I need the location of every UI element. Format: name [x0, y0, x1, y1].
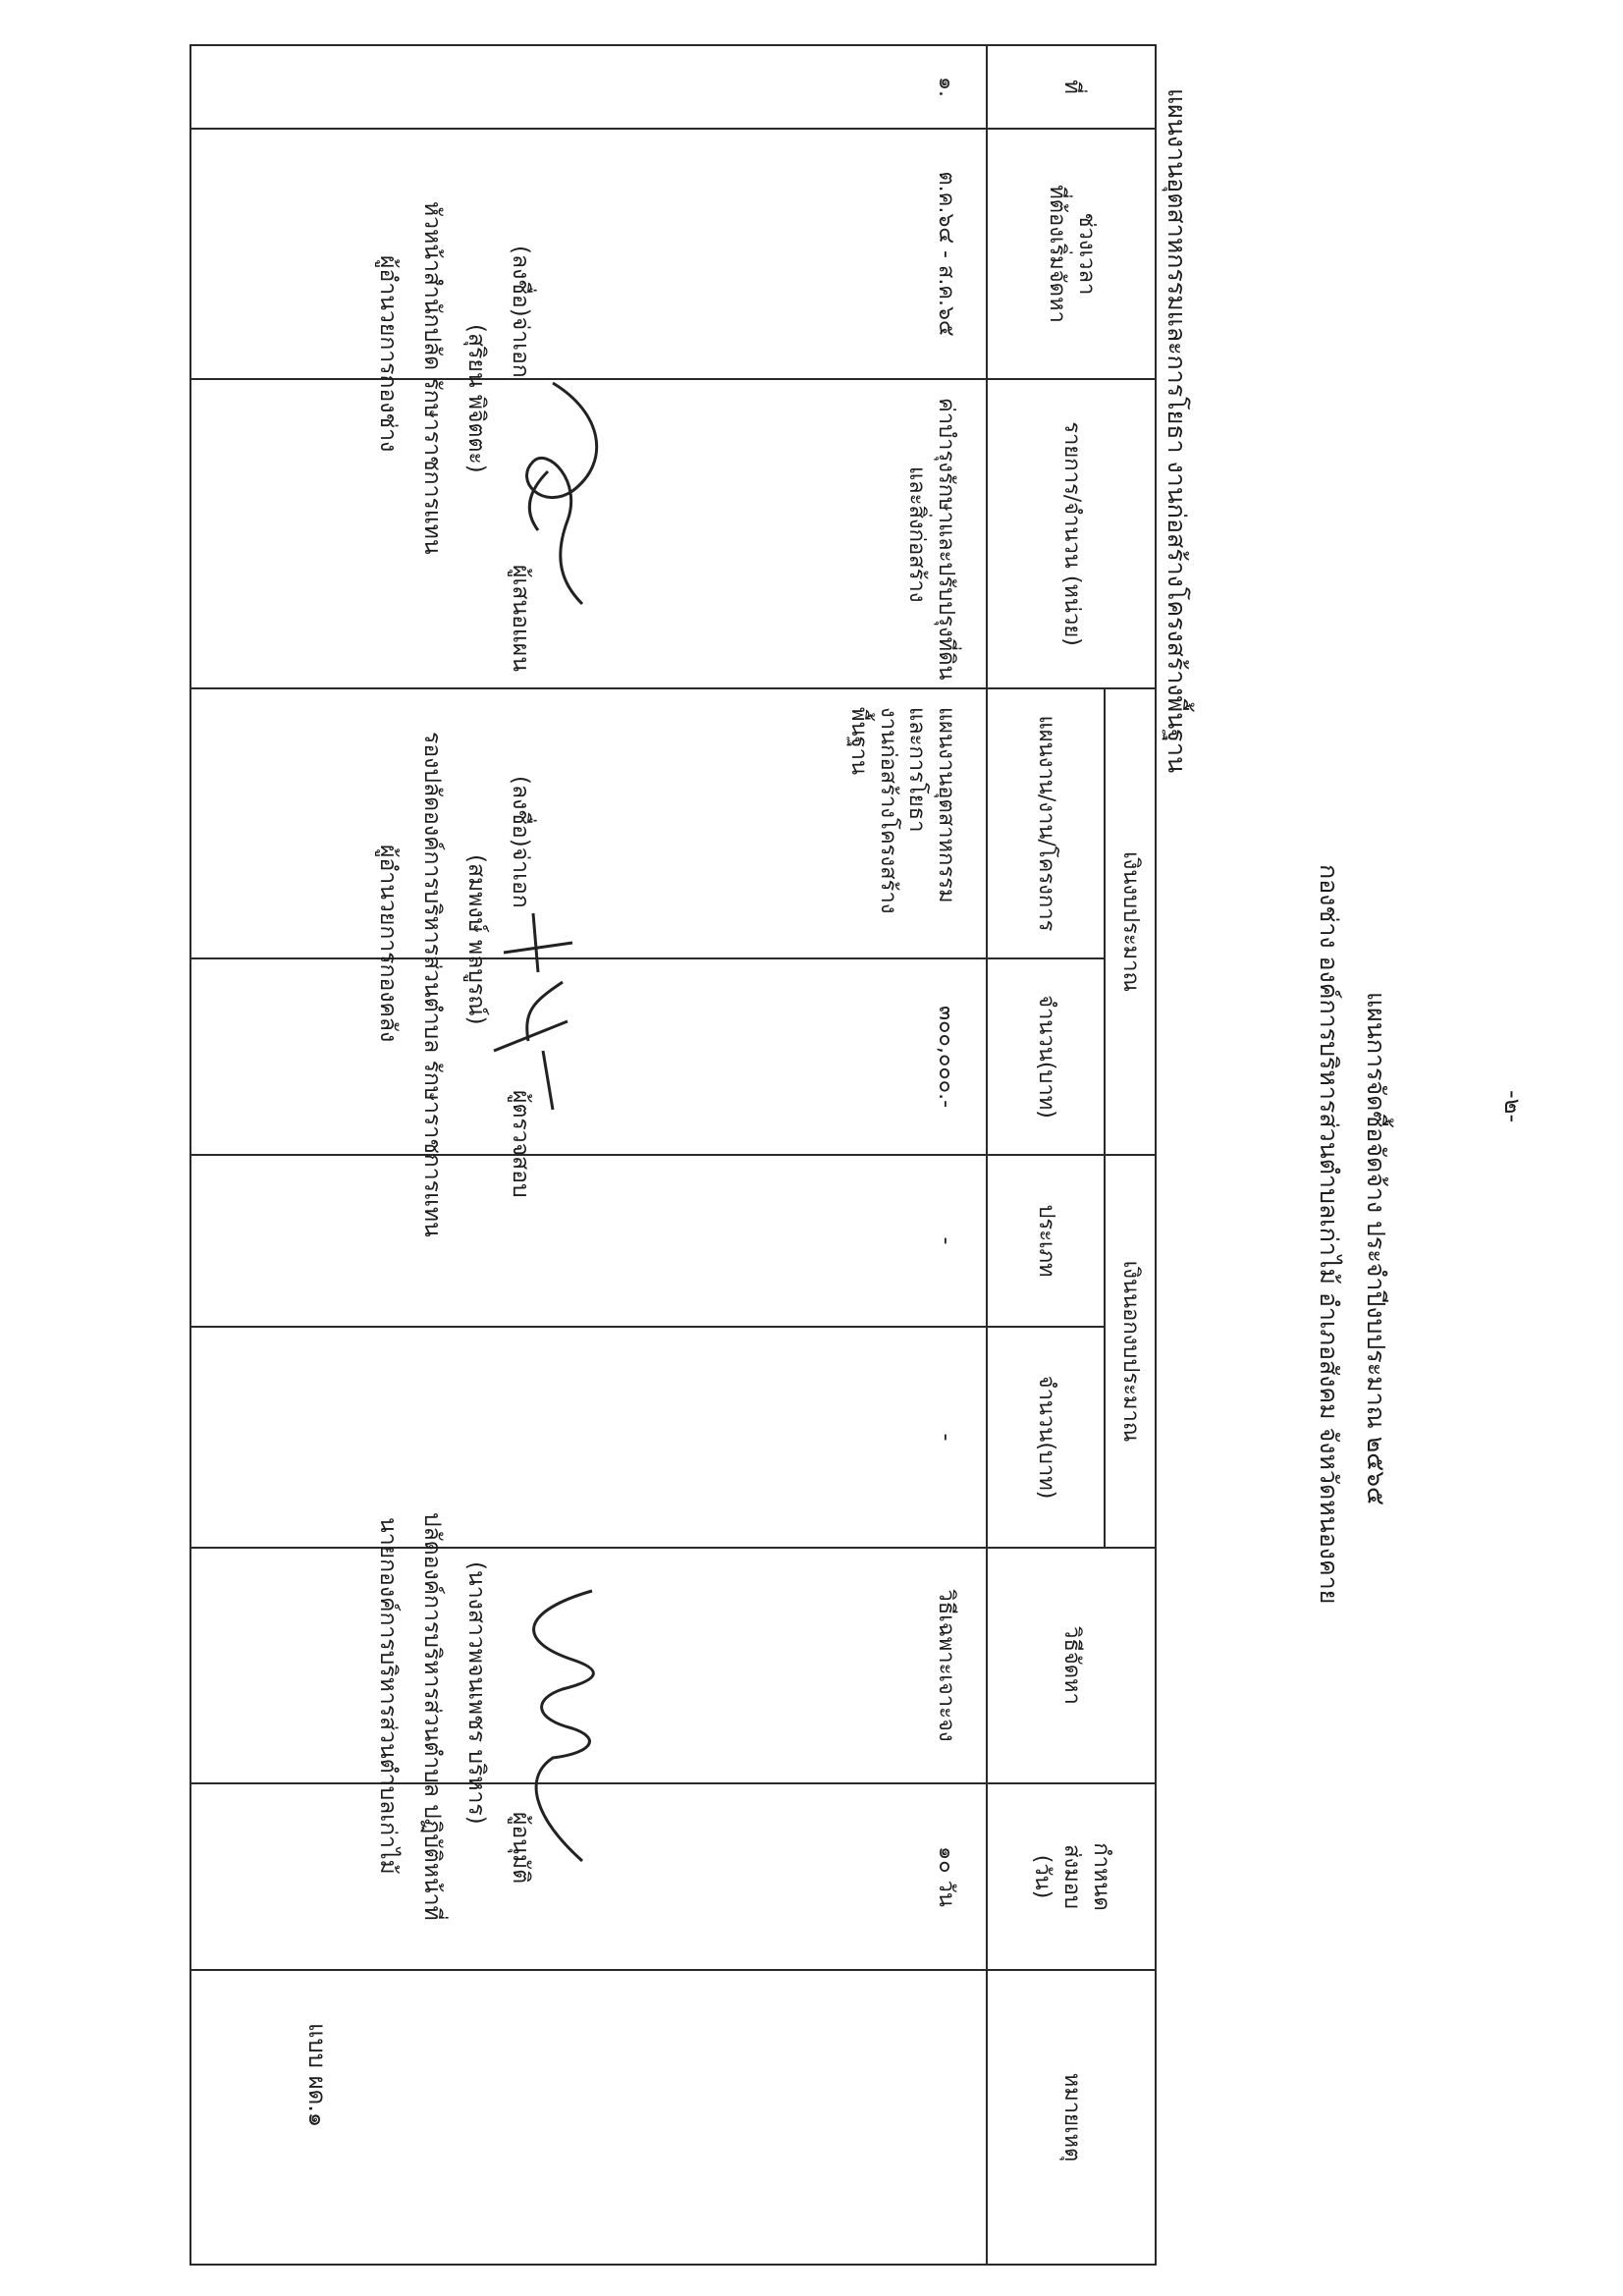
cell-period: ต.ค.๖๔ - ส.ค.๖๕ — [190, 129, 987, 379]
header-line-3: แผนงานอุตสาหกรรมและการโยธา งานก่อสร้างโครงสร้างพื้นฐาน — [1163, 88, 1191, 774]
col-header-amount: จำนวน(บาท) — [987, 958, 1105, 1155]
col-header-items: รายการ/จำนวน (หน่วย) — [987, 379, 1156, 688]
cell-no: ๑. — [190, 45, 987, 129]
col-header-remark: หมายเหตุ — [987, 1970, 1156, 2265]
cell-type: - — [190, 1155, 987, 1327]
proposer-title-1: หัวหน้าสำนักปลัด รักษาราชการแทน — [419, 201, 445, 555]
col-header-no: ที่ — [987, 45, 1156, 129]
proposer-signature-mark — [494, 373, 622, 609]
col-header-budget-group: เงินงบประมาณ — [1105, 688, 1156, 1155]
cell-plan-line4: พื้นฐาน — [845, 707, 871, 776]
col-header-plan: แผนงาน/งาน/โครงการ — [987, 688, 1105, 958]
col-header-delivery — [987, 1783, 1156, 1970]
cell-amount: ๓๐๐,๐๐๐.- — [190, 958, 987, 1155]
reviewer-name: (สมพงษ์ พลบูรณ์) — [463, 854, 489, 1025]
col-header-type: ประเภท — [987, 1155, 1105, 1327]
reviewer-signed-label: (ลงชื่อ)จ่าเอก — [508, 776, 533, 908]
cell-plan-line1: แผนงานอุตสาหกรรม — [934, 707, 958, 903]
cell-amount2: - — [190, 1327, 987, 1548]
cell-plan-line3: งานก่อสร้างโครงสร้าง — [875, 707, 900, 914]
procurement-plan-table — [189, 44, 1157, 2266]
page-number: -๒- — [1499, 1090, 1527, 1123]
approver-name: (นางสาวพจนเพชร บริหาร) — [463, 1561, 489, 1825]
form-code: แบบ ผด.๑ — [303, 2023, 331, 2128]
proposer-name: (สุริยน พิจิตตะ) — [463, 324, 489, 473]
approver-role: ผู้อนุมัติ — [508, 1812, 533, 1885]
col-header-delivery-line3: (วัน) — [1030, 1854, 1055, 1899]
proposer-role: ผู้เสนอแผน — [508, 565, 533, 672]
col-header-delivery-line2: ส่งมอบ — [1058, 1844, 1084, 1909]
approver-signature-mark — [504, 1581, 631, 1866]
cell-delivery: ๑๐ วัน — [190, 1783, 987, 1970]
reviewer-title-2: ผู้อำนวยการกองคลัง — [375, 845, 401, 1043]
col-header-delivery-line1: กำหนด — [1088, 1842, 1113, 1911]
reviewer-role: ผู้ตรวจสอบ — [508, 1090, 533, 1198]
header-line-2: กองช่าง องค์การบริหารส่วนตำบลเก่าไม้ อำเภอสังคม จังหวัดหนองคาย — [1315, 864, 1343, 1605]
approver-title-2: นายกองค์การบริหารส่วนตำบลเก่าไม้ — [375, 1517, 401, 1875]
approver-title-1: ปลัดองค์การบริหารส่วนตำบล ปฏิบัติหน้าที่ — [419, 1512, 445, 1921]
header-line-1: แผนการจัดซื้อจัดจ้าง ประจำปีงบประมาณ ๒๕๖๕ — [1362, 992, 1390, 1505]
cell-plan-line2: และการโยธา — [904, 707, 930, 833]
col-header-period-line2: ที่ต้องเริ่มจัดหา — [1045, 185, 1069, 323]
proposer-signed-label: (ลงชื่อ)จ่าเอก — [508, 246, 533, 378]
cell-items-line1: ค่าบำรุงรักษาและปรับปรุงที่ดิน — [934, 398, 958, 681]
col-header-nonbudget-group: เงินนอกงบประมาณ — [1105, 1155, 1156, 1548]
reviewer-signature-mark — [484, 903, 592, 1120]
col-header-period — [987, 129, 1156, 379]
col-header-method: วิธีจัดหา — [987, 1548, 1156, 1783]
cell-method: วิธีเฉพาะเจาะจง — [190, 1548, 987, 1783]
col-header-amount2: จำนวน(บาท) — [987, 1327, 1105, 1548]
cell-items-line2: และสิ่งก่อสร้าง — [904, 466, 930, 603]
col-header-period-line1: ช่วงเวลา — [1073, 212, 1099, 296]
table-header-row-1 — [1105, 45, 1156, 2265]
proposer-title-2: ผู้อำนวยการกองช่าง — [375, 255, 401, 453]
reviewer-title-1: รองปลัดองค์การบริหารส่วนตำบล รักษาราชการแทน — [419, 732, 445, 1237]
